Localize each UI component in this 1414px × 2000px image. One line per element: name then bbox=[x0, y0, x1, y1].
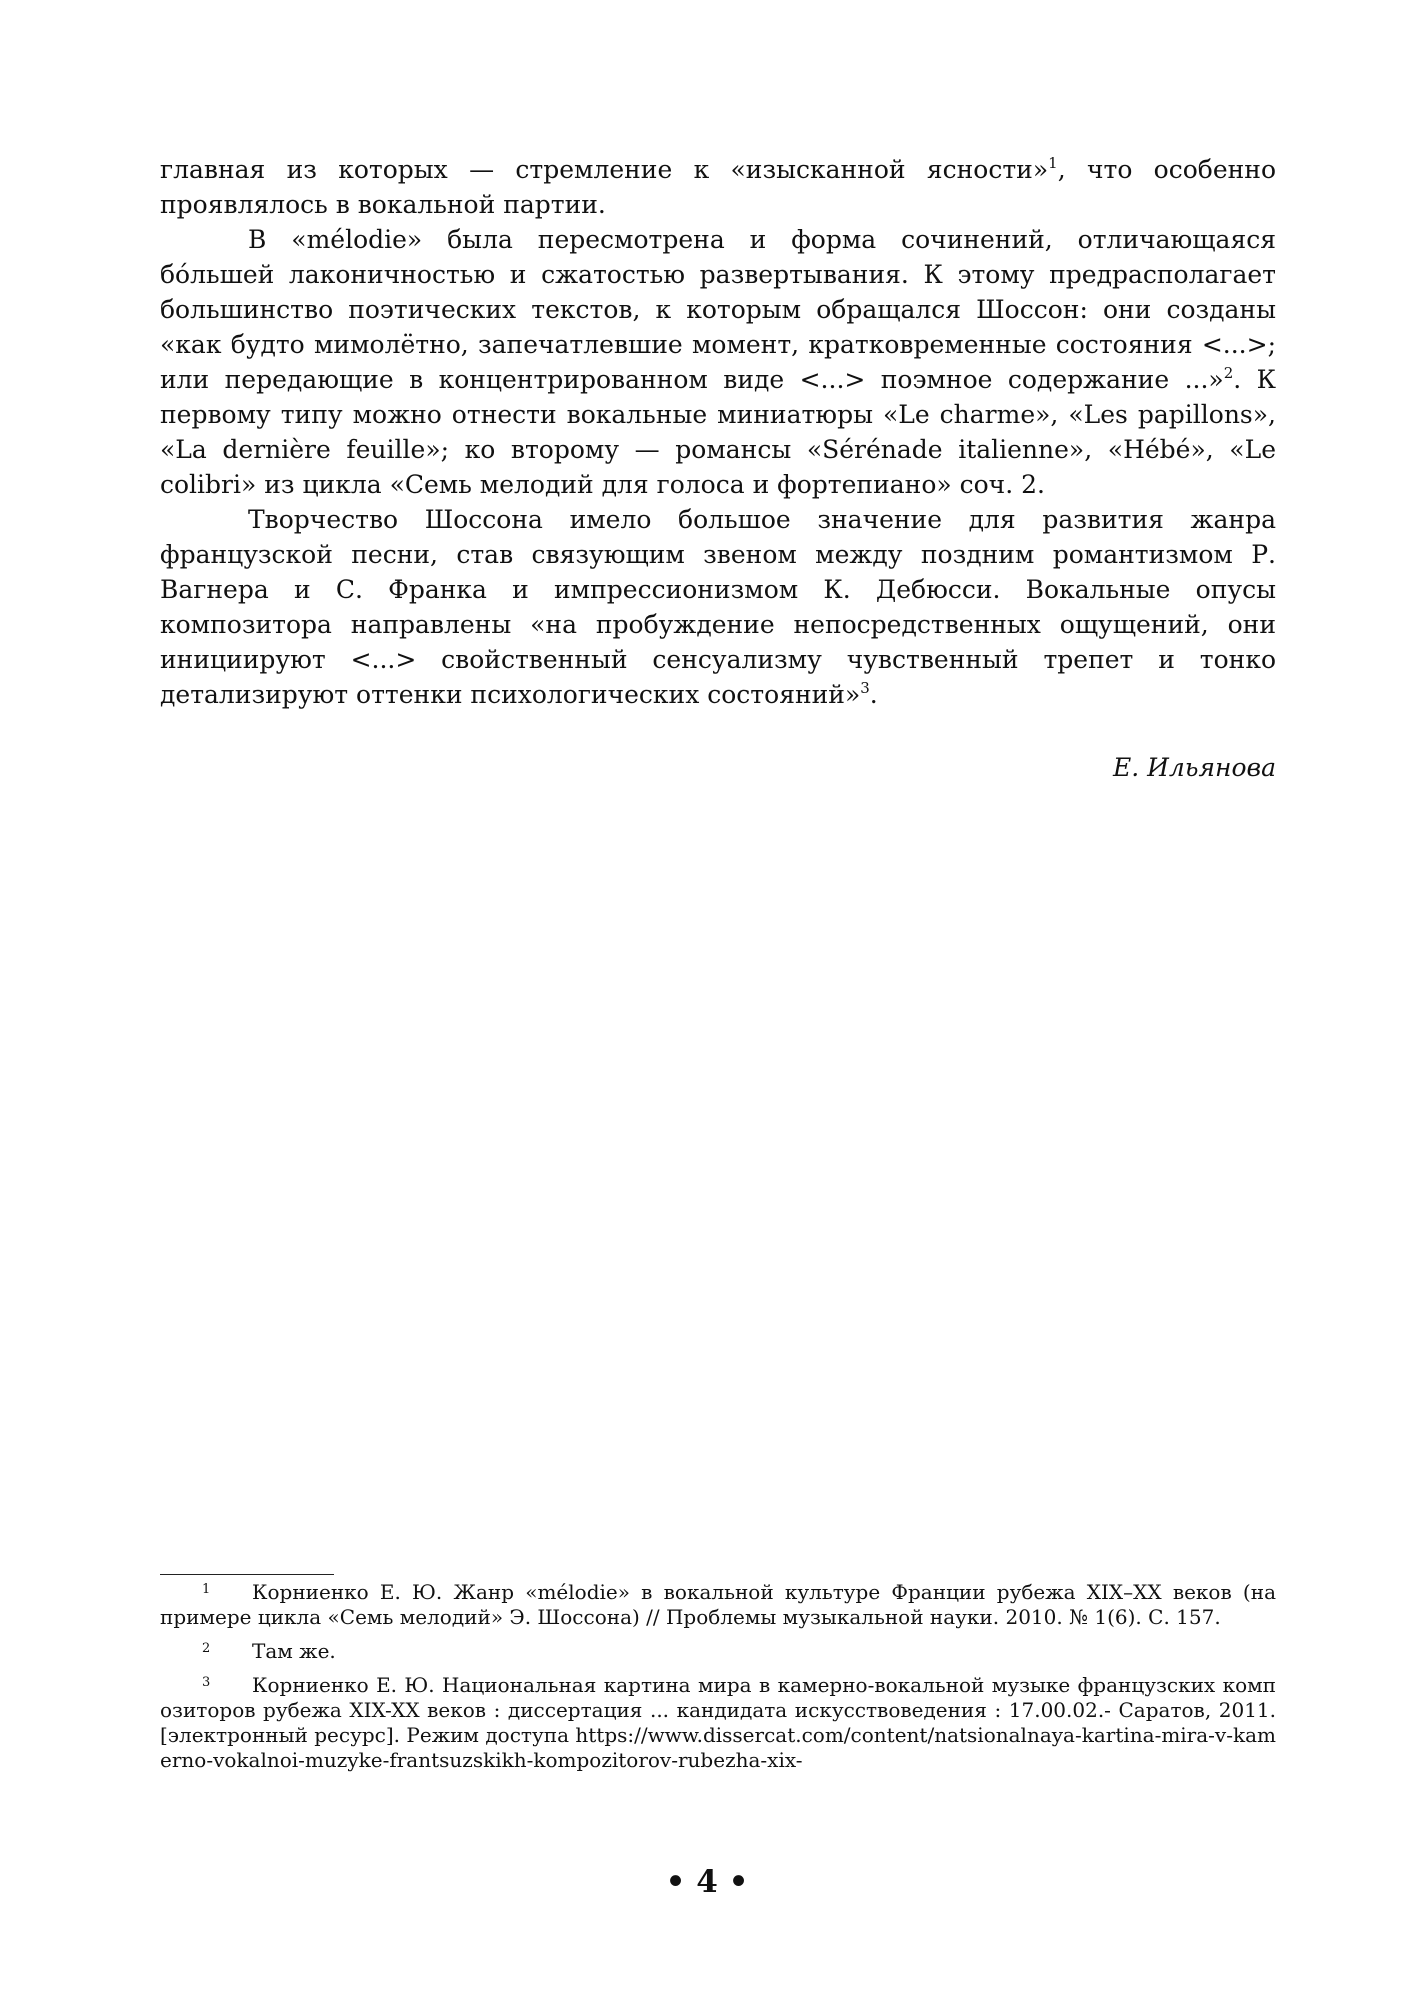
article-body bbox=[160, 152, 1276, 712]
paragraph-text: В «mélodie» была пересмотрена и форма сочинений, отличающаяся бóльшей лаконичностью и сжатостью развертывания. К этому предрасполагает большинство поэтических текстов, к которым обращался Шоссон: они созданы «как будто мимолётно, запечатлевшие момент, кратковременные состояния <...>; или передающие в концентрированном виде <...> поэмное содержание ...» bbox=[160, 225, 1276, 394]
page-number: • 4 • bbox=[665, 1864, 749, 1900]
footnote-divider bbox=[160, 1574, 334, 1575]
paragraph-text: . bbox=[869, 680, 878, 709]
footnote-ref-3[interactable]: 3 bbox=[860, 679, 870, 697]
paragraph-text: Творчество Шоссона имело большое значение для развития жанра французской песни, став связующим звеном между поздним романтизмом Р. Вагнера и С. Франка и импрессионизмом К. Дебюсси. Вокальные опусы композитора направлены «на пробуждение непосредственных ощущений, они инициируют <...> свойственный сенсуализму чувственный трепет и тонко детализируют оттенки психологических состояний» bbox=[160, 505, 1276, 709]
paragraph-1 bbox=[160, 152, 1276, 222]
footnote-1: 1 Корниенко Е. Ю. Жанр «mélodie» в вокальной культуре Франции рубежа XIX–XX веков (на примере цикла «Семь мелодий» Э. Шоссона) // Проблемы музыкальной науки. 2010. № 1(6). С. 157. bbox=[160, 1580, 1276, 1629]
footnotes-section bbox=[160, 1580, 1276, 1782]
paragraph-3 bbox=[160, 502, 1276, 712]
author-signature: Е. Ильянова bbox=[1112, 753, 1276, 782]
paragraph-text: . К первому типу можно отнести вокальные миниатюры «Le charme», «Les papillons», «La dernière feuille»; ко второму — романсы «Sérénade italienne», «Hébé», «Le colibri» из цикла «Семь мелодий для голоса и фортепиано» соч. 2. bbox=[160, 365, 1276, 499]
footnote-text: Там же. bbox=[252, 1639, 336, 1663]
footnote-ref-2[interactable]: 2 bbox=[1223, 364, 1234, 382]
footnote-text[interactable]: Корниенко Е. Ю. Национальная картина мира в камерно-вокальной музыке французских композиторов рубежа XIX-XX веков : диссертация ... кандидата искусствоведения : 17.00.02.- Саратов, 2011. [электронный ресурс]. Режим доступа https://www.dissercat.com/content/natsionalnaya-kartina-mira-v-kamerno-vokalnoi-muzyke-frantsuzskikh-kompozitorov-rubezha-xix- bbox=[160, 1673, 1276, 1772]
paragraph-text: главная из которых — стремление к «изысканной ясности» bbox=[160, 155, 1049, 184]
paragraph-2 bbox=[160, 222, 1276, 502]
footnote-text: Корниенко Е. Ю. Жанр «mélodie» в вокальной культуре Франции рубежа XIX–XX веков (на примере цикла «Семь мелодий» Э. Шоссона) // Проблемы музыкальной науки. 2010. № 1(6). С. 157. bbox=[160, 1580, 1276, 1629]
footnote-2: 2 Там же. bbox=[202, 1639, 336, 1663]
footnote-ref-1[interactable]: 1 bbox=[1048, 154, 1058, 172]
footnote-3: 3 Корниенко Е. Ю. Национальная картина мира в камерно-вокальной музыке французских композиторов рубежа XIX-XX веков : диссертация ... кандидата искусствоведения : 17.00.02.- Саратов, 2011. [электронный ресурс]. Режим доступа https://www.dissercat.com/content/natsionalnaya-kartina-mira-v-kamerno-vokalnoi-muzyke-frantsuzskikh-kompozitorov-rubezha-xix- bbox=[160, 1673, 1276, 1772]
paragraph-text: , что особенно проявлялось в вокальной партии. bbox=[160, 155, 1277, 219]
